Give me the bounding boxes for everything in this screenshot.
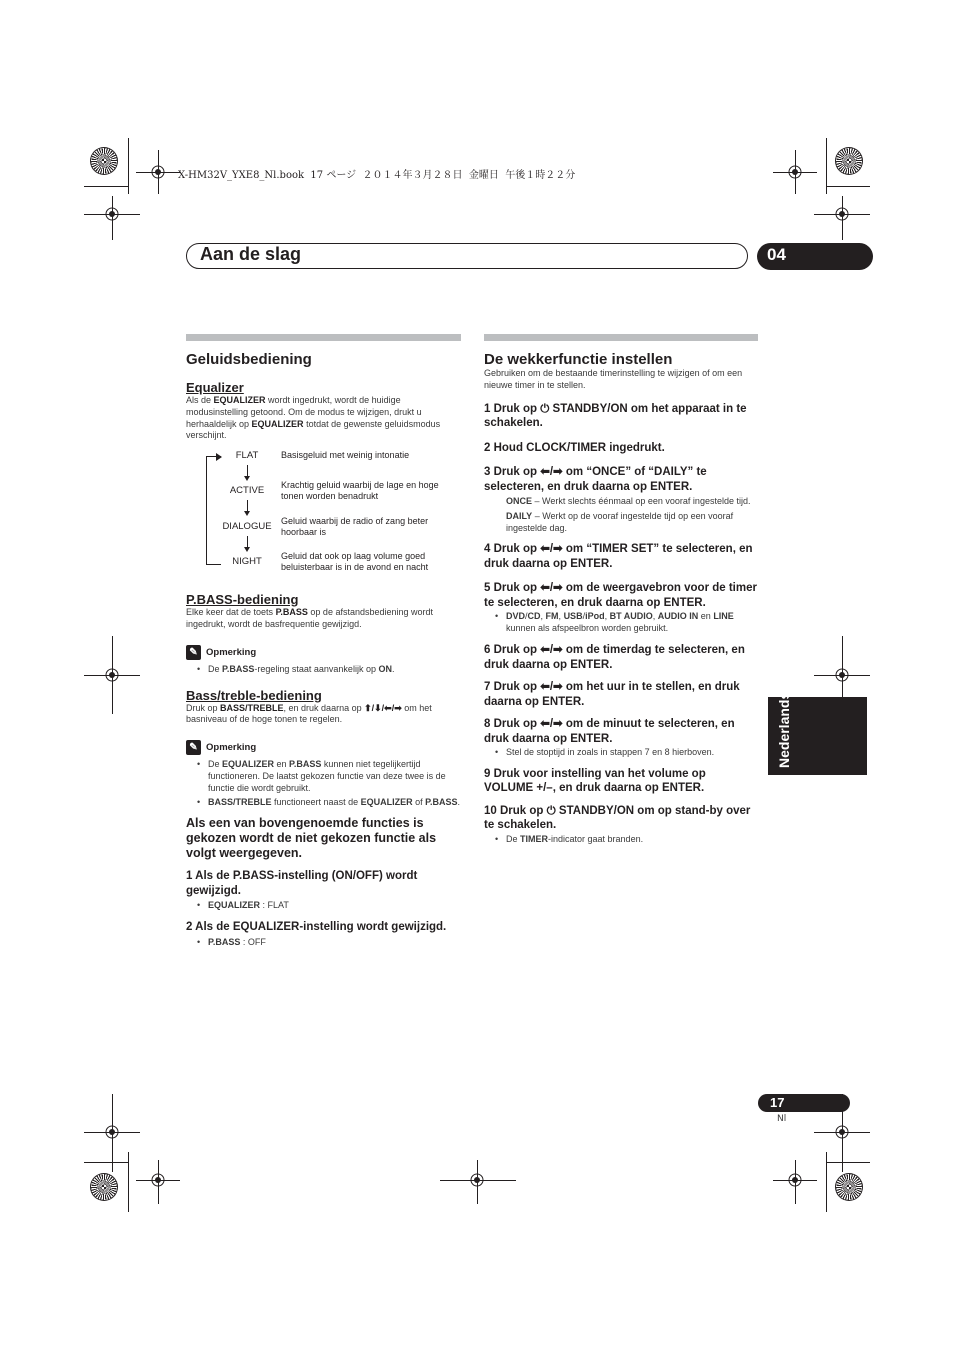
eq-desc-dialogue: Geluid waarbij de radio of zang beter hoorbaar is [281, 516, 429, 537]
step-2-bullet: • P.BASS : OFF [186, 937, 461, 949]
subheading-equalizer: Equalizer [186, 380, 244, 395]
pbass-text: Elke keer dat de toets P.BASS op de afstandsbediening wordt ingedrukt, wordt de basfrequentie gewijzigd. [186, 607, 434, 629]
section-bar [484, 334, 758, 341]
eq-mode-active: ACTIVE [229, 485, 265, 497]
chapter-number: 04 [767, 245, 786, 264]
registration-target-icon [103, 205, 121, 223]
registration-target-icon [833, 205, 851, 223]
bass-treble-text: Druk op BASS/TREBLE, en druk daarna op ⬆/⬇/⬅/➡ om het basniveau of de hoge tonen te regelen. [186, 702, 432, 725]
once-description: ONCE – Werkt slechts éénmaal op een vooraf ingestelde tijd. [506, 496, 751, 507]
section-heading-alarm: De wekkerfunctie instellen [484, 351, 673, 368]
page-number: 17 [770, 1095, 785, 1110]
bold-paragraph: Als een van bovengenoemde functies is gekozen wordt de niet gekozen functie als volgt weergegeven. [186, 816, 437, 861]
step-1-bullet: • EQUALIZER : FLAT [186, 900, 461, 912]
registration-sun-icon [91, 148, 117, 174]
alarm-step-8: 8 Druk op ⬅/➡ om de minuut te selecteren, en druk daarna op ENTER. [484, 718, 735, 745]
equalizer-mode-diagram [186, 450, 461, 580]
eq-desc-flat: Basisgeluid met weinig intonatie [281, 450, 410, 461]
bass-treble-note-1: • De EQUALIZER en P.BASS kunnen niet tegelijkertijd functioneren. De laatst gekozen functie van deze twee is de functie die wordt gebruikt. [186, 759, 461, 794]
registration-target-icon [103, 666, 121, 684]
daily-description: DAILY – Werkt op de vooraf ingestelde tijd op een vooraf ingestelde dag. [506, 510, 734, 533]
subheading-bass-treble: Bass/treble-bediening [186, 687, 322, 703]
alarm-step-5: 5 Druk op ⬅/➡ om de weergavebron voor de timer te selecteren, en druk daarna op ENTER. [484, 582, 757, 609]
eq-mode-night: NIGHT [232, 556, 262, 568]
section-heading-sound: Geluidsbediening [186, 351, 312, 368]
registration-sun-icon [836, 148, 862, 174]
bass-treble-note-2: • BASS/TREBLE functioneert naast de EQUALIZER of P.BASS. [186, 797, 461, 809]
registration-target-icon [833, 1123, 851, 1141]
note-heading: ✎ Opmerking [186, 645, 461, 660]
registration-target-icon [786, 1171, 804, 1189]
step-8-bullet: • Stel de stoptijd in zoals in stappen 7 en 8 hierboven. [484, 747, 758, 759]
registration-target-icon [833, 666, 851, 684]
right-column [484, 334, 758, 846]
eq-mode-flat: FLAT [235, 450, 259, 462]
down-arrow-icon [247, 500, 248, 512]
language-tab-label: Nederlands [776, 691, 792, 768]
eq-desc-active: Krachtig geluid waarbij de lage en hoge tonen worden benadrukt [281, 480, 439, 501]
pbass-note: • De P.BASS-regeling staat aanvankelijk op ON. [186, 664, 461, 676]
alarm-step-2: 2 Houd CLOCK/TIMER ingedrukt. [484, 441, 665, 454]
registration-target-icon [149, 1171, 167, 1189]
registration-target-icon [786, 163, 804, 181]
alarm-step-3: 3 Druk op ⬅/➡ om “ONCE” of “DAILY” te selecteren, en druk daarna op ENTER. [484, 466, 707, 493]
cycle-arrow [206, 456, 221, 565]
step-5-bullet: • DVD/CD, FM, USB/iPod, BT AUDIO, AUDIO IN en LINE kunnen als afspeelbron worden gebruikt. [484, 611, 758, 635]
alarm-step-4: 4 Druk op ⬅/➡ om “TIMER SET” te selecteren, en druk daarna op ENTER. [484, 543, 753, 570]
page-language-code: Nl [777, 1114, 787, 1124]
section-bar [186, 334, 461, 341]
registration-target-icon [468, 1171, 486, 1189]
alarm-step-7: 7 Druk op ⬅/➡ om het uur in te stellen, en druk daarna op ENTER. [484, 681, 740, 708]
step-1: 1 Als de P.BASS-instelling (ON/OFF) wordt gewijzigd. [186, 870, 418, 897]
alarm-step-10: 10 Druk op ⏻ STANDBY/ON om op stand-by over te schakelen. [484, 804, 751, 832]
alarm-intro: Gebruiken om de bestaande timerinstelling te wijzigen of om een nieuwe timer in te stellen. [484, 368, 743, 390]
note-pencil-icon: ✎ [186, 740, 201, 755]
alarm-step-9: 9 Druk voor instelling van het volume op VOLUME +/–, en druk daarna op ENTER. [484, 767, 706, 795]
step-2: 2 Als de EQUALIZER-instelling wordt gewijzigd. [186, 921, 447, 934]
eq-desc-night: Geluid dat ook op laag volume goed beluisterbaar is in de avond en nacht [281, 551, 429, 572]
down-arrow-icon [247, 465, 248, 477]
chapter-title: Aan de slag [200, 244, 302, 264]
registration-target-icon [149, 163, 167, 181]
alarm-step-1: 1 Druk op ⏻ STANDBY/ON om het apparaat in te schakelen. [484, 402, 747, 430]
step-10-bullet: • De TIMER-indicator gaat branden. [484, 834, 758, 846]
left-column [186, 334, 461, 948]
note-pencil-icon: ✎ [186, 645, 201, 660]
registration-sun-icon [91, 1174, 117, 1200]
equalizer-intro: Als de EQUALIZER wordt ingedrukt, wordt de huidige modusinstelling getoond. Om de modus te wijzigen, drukt u herhaaldelijk op EQUALIZER totdat de gewenste geluidsmodus verschijnt. [186, 395, 441, 441]
down-arrow-icon [247, 536, 248, 548]
eq-mode-dialogue: DIALOGUE [222, 521, 272, 533]
registration-sun-icon [836, 1174, 862, 1200]
subheading-pbass: P.BASS-bediening [186, 592, 299, 608]
print-slug: X-HM32V_YXE8_Nl.book 17 ページ ２０１４年３月２８日 金曜日 午後１時２２分 [178, 170, 576, 181]
note-heading: ✎ Opmerking [186, 740, 461, 755]
registration-target-icon [103, 1123, 121, 1141]
alarm-step-6: 6 Druk op ⬅/➡ om de timerdag te selecteren, en druk daarna op ENTER. [484, 644, 745, 671]
